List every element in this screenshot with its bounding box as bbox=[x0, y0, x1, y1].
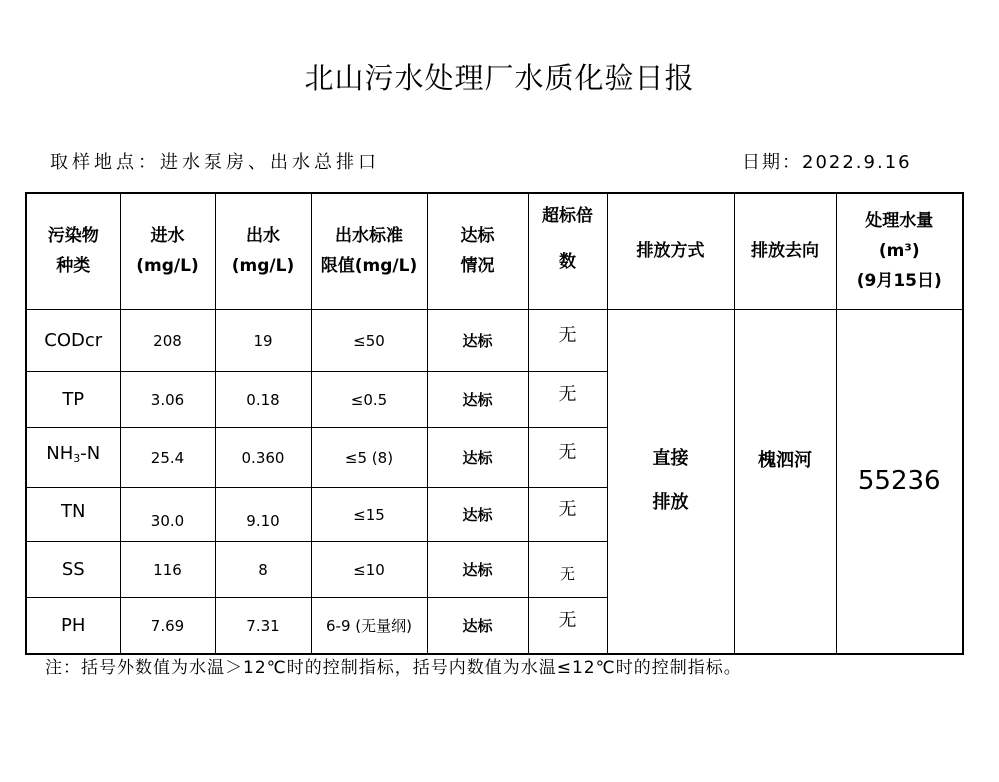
report-title: 北山污水处理厂水质化验日报 bbox=[304, 61, 695, 95]
influent-cell: 3.06 bbox=[120, 371, 215, 427]
effluent-cell: 7.31 bbox=[215, 597, 311, 654]
header-pollutant: 污染物 种类 bbox=[26, 193, 120, 309]
status-cell: 达标 bbox=[427, 427, 528, 487]
header-discharge-destination: 排放去向 bbox=[734, 193, 836, 309]
status-cell: 达标 bbox=[427, 597, 528, 654]
exceedance-cell: 无 bbox=[528, 541, 607, 597]
exceedance-cell: 无 bbox=[528, 597, 607, 654]
pollutant-cell: TP bbox=[26, 371, 120, 427]
header-row bbox=[26, 193, 963, 309]
limit-cell: ≤50 bbox=[311, 309, 427, 371]
exceedance-cell: 无 bbox=[528, 427, 607, 487]
table-row bbox=[26, 309, 963, 371]
pollutant-cell: PH bbox=[26, 597, 120, 654]
header-status: 达标 情况 bbox=[427, 193, 528, 309]
header-limit: 出水标准 限值(mg/L) bbox=[311, 193, 427, 309]
discharge-destination-cell: 槐泗河 bbox=[734, 309, 836, 654]
influent-cell: 25.4 bbox=[120, 427, 215, 487]
effluent-cell: 0.18 bbox=[215, 371, 311, 427]
pollutant-cell: TN bbox=[26, 487, 120, 541]
status-cell: 达标 bbox=[427, 371, 528, 427]
header-exceedance: 超标倍 数 bbox=[528, 193, 607, 309]
influent-cell: 116 bbox=[120, 541, 215, 597]
exceedance-cell: 无 bbox=[528, 487, 607, 541]
report-date: 日期：2022.9.16 bbox=[742, 152, 912, 173]
effluent-cell: 19 bbox=[215, 309, 311, 371]
limit-cell: ≤10 bbox=[311, 541, 427, 597]
status-cell: 达标 bbox=[427, 541, 528, 597]
influent-cell: 30.0 bbox=[120, 487, 215, 541]
pollutant-cell: SS bbox=[26, 541, 120, 597]
water-quality-table bbox=[25, 192, 964, 655]
effluent-cell: 8 bbox=[215, 541, 311, 597]
header-effluent: 出水 (mg/L) bbox=[215, 193, 311, 309]
header-treated-volume: 处理水量 (m³) (9月15日) bbox=[836, 193, 963, 309]
pollutant-cell: $NH_3-N$ bbox=[26, 427, 120, 487]
limit-cell: 6-9 (无量纲) bbox=[311, 597, 427, 654]
exceedance-cell: 无 bbox=[528, 371, 607, 427]
treated-volume-cell: 55236 bbox=[836, 309, 963, 654]
discharge-method-cell: 直接 排放 bbox=[607, 309, 734, 654]
sampling-location: 取样地点：进水泵房、出水总排口 bbox=[50, 152, 380, 173]
exceedance-cell: 无 bbox=[528, 309, 607, 371]
limit-cell: ≤5 (8) bbox=[311, 427, 427, 487]
effluent-cell: 0.360 bbox=[215, 427, 311, 487]
pollutant-cell: CODcr bbox=[26, 309, 120, 371]
limit-cell: ≤0.5 bbox=[311, 371, 427, 427]
effluent-cell: 9.10 bbox=[215, 487, 311, 541]
influent-cell: 208 bbox=[120, 309, 215, 371]
header-discharge-method: 排放方式 bbox=[607, 193, 734, 309]
limit-cell: ≤15 bbox=[311, 487, 427, 541]
influent-cell: 7.69 bbox=[120, 597, 215, 654]
header-influent: 进水 (mg/L) bbox=[120, 193, 215, 309]
status-cell: 达标 bbox=[427, 487, 528, 541]
status-cell: 达标 bbox=[427, 309, 528, 371]
footnote: 注：括号外数值为水温＞12℃时的控制指标，括号内数值为水温≤12℃时的控制指标。 bbox=[45, 658, 742, 678]
